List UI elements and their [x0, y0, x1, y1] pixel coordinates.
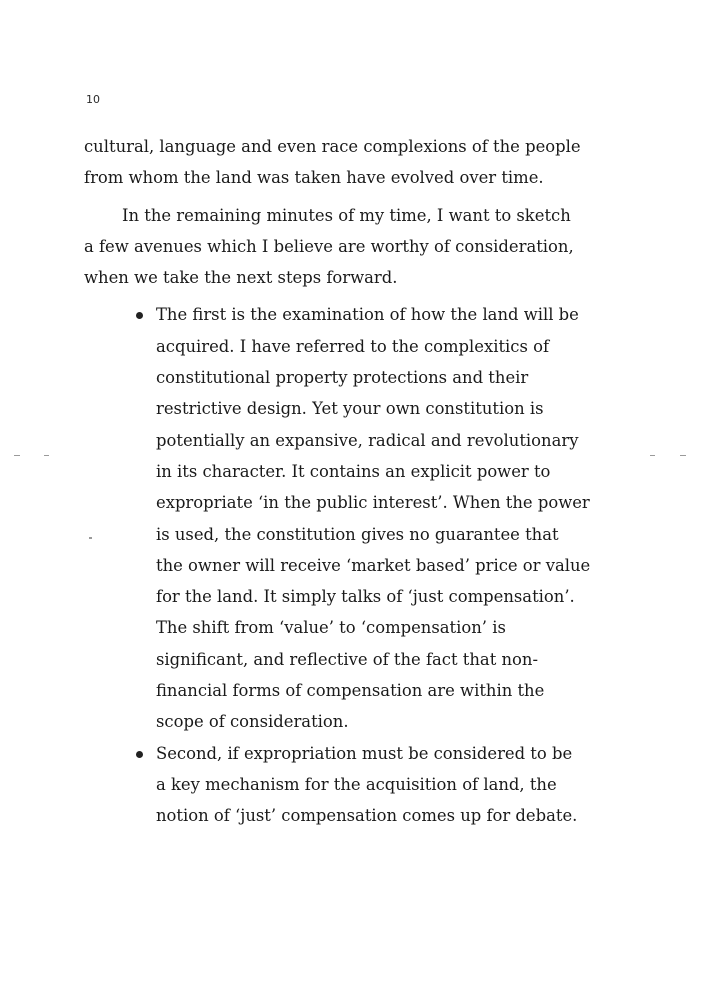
text-line: a key mechanism for the acquisition of land, the: [156, 774, 557, 794]
page-number: 10: [86, 93, 100, 106]
scan-artifact: [680, 455, 686, 456]
bullet-icon: [136, 312, 143, 319]
paragraph-1: [84, 131, 624, 194]
text-line: The first is the examination of how the land will be: [156, 305, 579, 325]
text-line: In the remaining minutes of my time, I want to sketch: [122, 205, 571, 225]
scan-artifact: [14, 455, 20, 456]
text-line: constitutional property protections and their: [156, 368, 529, 388]
text-line: acquired. I have referred to the complexitics of: [156, 336, 550, 356]
text-line: for the land. It simply talks of ‘just compensation’.: [156, 587, 575, 607]
paragraph-2: [84, 200, 624, 294]
text-line: is used, the constitution gives no guarantee that: [156, 524, 559, 544]
text-line: significant, and reflective of the fact that non-: [156, 649, 539, 669]
text-line: the owner will receive ‘market based’ price or value: [156, 555, 591, 575]
text-line: notion of ‘just’ compensation comes up for debate.: [156, 806, 578, 826]
bullet-list: [84, 299, 624, 831]
text-line: cultural, language and even race complexions of the people: [84, 137, 581, 156]
text-line: scope of consideration.: [156, 712, 349, 732]
text-line: in its character. It contains an explicit power to: [156, 461, 551, 481]
text-line: when we take the next steps forward.: [84, 268, 398, 288]
bullet-icon: [136, 751, 143, 758]
scan-artifact: [89, 537, 92, 539]
text-line: The shift from ‘value’ to ‘compensation’ is: [156, 618, 506, 638]
text-line: restrictive design. Yet your own constitution is: [156, 399, 544, 419]
text-line: expropriate ‘in the public interest’. When the power: [156, 493, 590, 513]
text-line: Second, if expropriation must be considered to be: [156, 743, 573, 763]
text-line: financial forms of compensation are within the: [156, 681, 545, 701]
body-text: [84, 131, 624, 832]
bullet-item-2: [84, 738, 624, 832]
text-line: from whom the land was taken have evolved over time.: [84, 168, 544, 188]
text-line: potentially an expansive, radical and revolutionary: [156, 430, 579, 450]
scan-artifact: [44, 455, 49, 456]
text-line: a few avenues which I believe are worthy of consideration,: [84, 236, 574, 256]
scan-artifact: [650, 455, 655, 456]
bullet-item-1: [84, 299, 624, 737]
